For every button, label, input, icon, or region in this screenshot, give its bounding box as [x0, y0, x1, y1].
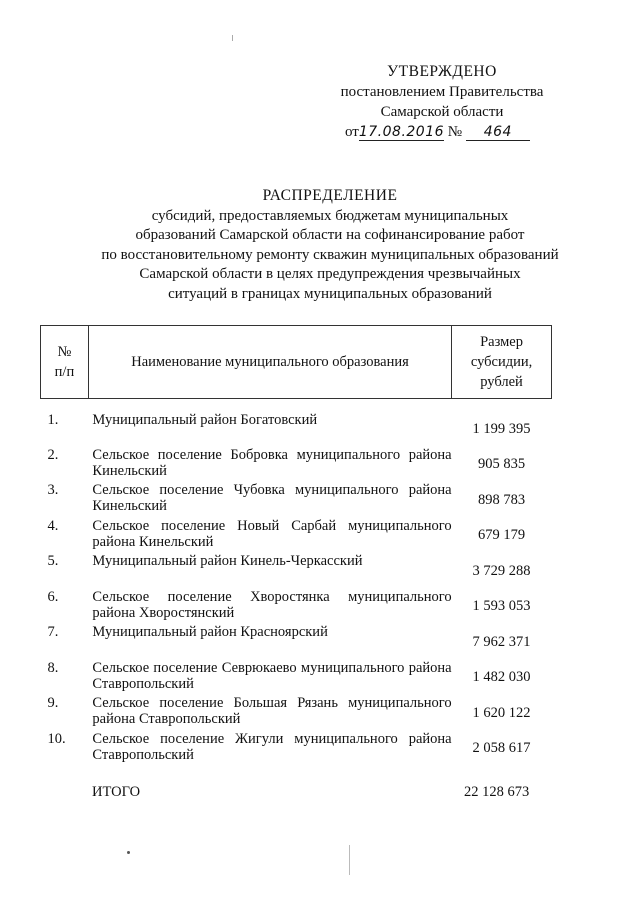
number-prefix: № [447, 124, 463, 140]
row-number: 8. [47, 659, 59, 676]
row-name: Сельское поселение Севрюкаево муниципального района Ставропольский [92, 659, 452, 692]
table-row [41, 518, 552, 554]
row-name: Сельское поселение Хворостянка муниципального района Хворостянский [92, 588, 452, 621]
row-amount: 905 835 [477, 456, 526, 473]
row-amount: 1 593 053 [472, 598, 531, 615]
table-row [41, 447, 552, 483]
row-amount: 1 199 395 [472, 421, 531, 438]
header-amount-line-1: Размер [480, 334, 523, 350]
total-label: ИТОГО [92, 784, 141, 800]
row-amount: 1 620 122 [472, 704, 531, 721]
date-prefix: от [345, 124, 359, 140]
table-row [41, 695, 552, 731]
row-amount: 1 482 030 [472, 669, 531, 686]
row-name: Сельское поселение Жигули муниципального района Ставропольский [92, 730, 452, 763]
row-name: Сельское поселение Чубовка муниципального района Кинельский [92, 482, 452, 514]
scan-mark [232, 35, 233, 41]
table-row [41, 731, 552, 767]
row-name: Сельское поселение Большая Рязань муниципального района Ставропольский [92, 695, 452, 727]
distribution-table [40, 325, 552, 766]
table-row [41, 399, 552, 447]
row-number: 4. [47, 517, 59, 534]
row-name: Муниципальный район Красноярский [92, 624, 328, 640]
row-name: Муниципальный район Богатовский [92, 412, 318, 428]
approval-block [330, 62, 554, 142]
row-number: 10. [47, 730, 66, 747]
row-amount: 3 729 288 [472, 562, 531, 579]
row-number: 6. [47, 588, 59, 605]
table-row [41, 660, 552, 696]
header-amount [452, 326, 552, 399]
scan-mark [349, 845, 350, 875]
table-header [41, 326, 552, 399]
header-num [41, 326, 89, 399]
header-num-line-2: п/п [54, 364, 75, 380]
header-amount-line-2: субсидии, [470, 354, 533, 370]
row-name: Сельское поселение Новый Сарбай муниципального района Кинельский [92, 517, 452, 550]
table-row [41, 553, 552, 589]
heading-line-5: ситуаций в границах муниципальных образований [168, 285, 492, 302]
scan-speck [127, 851, 130, 854]
document-heading [70, 186, 590, 304]
row-number: 2. [47, 446, 59, 463]
document-title: РАСПРЕДЕЛЕНИЕ [262, 187, 398, 204]
row-amount: 7 962 371 [472, 633, 531, 650]
handwritten-date: 17.08.2016 [358, 124, 445, 140]
table-body [41, 399, 552, 767]
row-amount: 2 058 617 [472, 740, 531, 757]
heading-line-2: образований Самарской области на софинансирование работ [135, 227, 525, 243]
approval-line-1: постановлением Правительства [340, 84, 544, 100]
row-amount: 679 179 [477, 527, 526, 544]
heading-line-1: субсидий, предоставляемых бюджетам муниципальных [151, 207, 509, 224]
table-row [41, 589, 552, 625]
approval-line-2: Самарской области [380, 104, 504, 120]
row-name: Сельское поселение Бобровка муниципального района Кинельский [92, 446, 452, 479]
approval-title: УТВЕРЖДЕНО [387, 63, 497, 80]
row-number: 9. [47, 695, 59, 711]
row-name: Муниципальный район Кинель-Черкасский [92, 553, 363, 569]
row-number: 3. [47, 482, 59, 498]
table-row [41, 624, 552, 660]
handwritten-number: 464 [466, 124, 530, 141]
header-num-line-1: № [57, 344, 72, 360]
approval-date-line [330, 122, 554, 142]
row-number: 7. [47, 624, 59, 640]
table-row [41, 482, 552, 518]
row-number: 5. [47, 553, 59, 569]
total-value: 22 128 673 [464, 784, 530, 800]
row-amount: 898 783 [477, 491, 526, 508]
header-amount-line-3: рублей [480, 374, 523, 390]
header-name: Наименование муниципального образования [88, 326, 451, 399]
heading-line-3: по восстановительному ремонту скважин муниципальных образований [101, 246, 559, 263]
row-number: 1. [47, 412, 59, 428]
heading-line-4: Самарской области в целях предупреждения чрезвычайных [139, 266, 521, 282]
